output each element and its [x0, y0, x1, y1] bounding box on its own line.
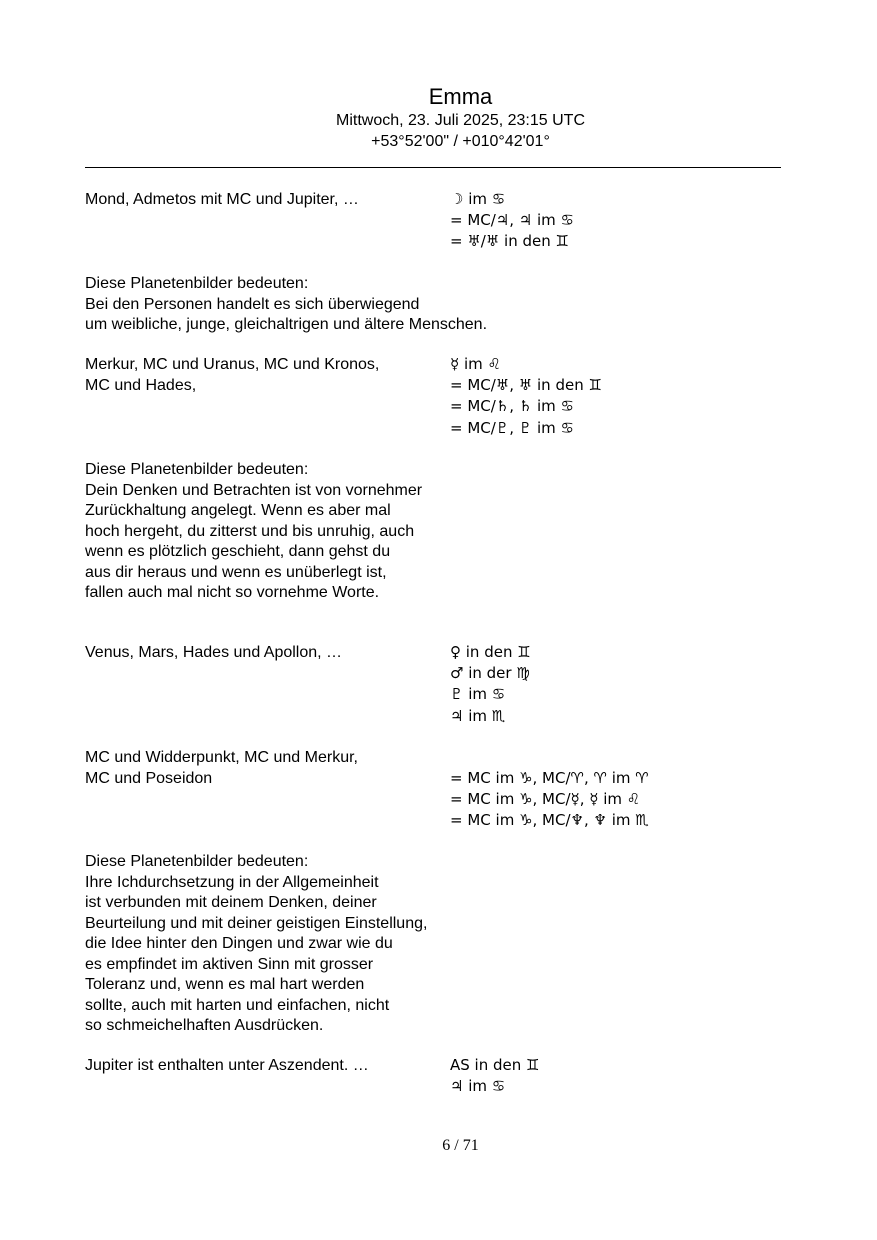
- page-number: 6 / 71: [442, 1137, 479, 1154]
- section-4-text: Diese Planetenbilder bedeuten: Dein Denken und Betrachten ist von vornehmer Zurückhaltung angelegt. Wenn es aber mal hoch hergeht, du zitterst und bis unruhig, auch wenn es plötzlich geschieht, dann gehst du aus dir heraus und wenn es unüberlegt ist, fallen auch mal nicht so vornehme Worte.: [85, 461, 423, 601]
- section-8-text: Jupiter ist enthalten unter Aszendent. …: [85, 1057, 369, 1074]
- symbol-line: = MC im ♑, MC/☿, ☿ im ♌: [450, 790, 641, 809]
- symbol-line: = MC/♄, ♄ im ♋: [450, 397, 574, 416]
- section-6-text: MC und Widderpunkt, MC und Merkur, MC und Poseidon: [85, 749, 358, 787]
- section-5-text: Venus, Mars, Hades und Apollon, …: [85, 644, 343, 661]
- symbol-line: ♇ im ♋: [450, 685, 506, 704]
- symbol-line: = MC/♇, ♇ im ♋: [450, 418, 574, 437]
- section-3-text: Merkur, MC und Uranus, MC und Kronos, MC und Hades,: [85, 356, 380, 394]
- section-5-symbols: [450, 642, 531, 727]
- section-8-symbols: [450, 1055, 539, 1097]
- chart-coordinates: +53°52'00" / +010°42'01°: [371, 133, 550, 150]
- section-2-text: Diese Planetenbilder bedeuten: Bei den Personen handelt es sich überwiegend um weibliche, junge, gleichaltrigen und ältere Menschen.: [85, 275, 488, 333]
- symbol-line: = MC/♅, ♅ in den ♊: [450, 376, 602, 395]
- symbol-line: ☿ im ♌: [450, 355, 501, 373]
- section-3-symbols: [450, 354, 602, 439]
- symbol-line: AS in den ♊: [450, 1056, 540, 1074]
- section-6-symbols: [450, 768, 649, 832]
- chart-date: Mittwoch, 23. Juli 2025, 23:15 UTC: [335, 112, 585, 129]
- symbol-line: ♃ im ♋: [450, 1077, 506, 1096]
- symbol-line: = ♅/♅ in den ♊: [450, 232, 569, 251]
- symbol-line: ♀ in den ♊: [450, 643, 531, 661]
- section-1-text: Mond, Admetos mit MC und Jupiter, …: [85, 191, 359, 208]
- symbol-line: = MC im ♑, MC/♈, ♈ im ♈: [450, 769, 649, 787]
- symbol-line: = MC im ♑, MC/♆, ♆ im ♏: [450, 811, 649, 830]
- header-divider: [85, 167, 781, 168]
- section-1-symbols: [450, 189, 574, 253]
- symbol-line: = MC/♃, ♃ im ♋: [450, 211, 574, 230]
- page-title: Emma: [428, 84, 493, 109]
- section-7-text: Diese Planetenbilder bedeuten: Ihre Ichdurchsetzung in der Allgemeinheit ist verbunden mit deinem Denken, deiner Beurteilung und mit deiner geistigen Einstellung, die Idee hinter den Dingen und zwar wie du es empfindet im aktiven Sinn mit grosser Toleranz und, wenn es mal hart werden sollte, auch mit harten und einfachen, nicht so schmeichelhaften Ausdrücken.: [85, 853, 428, 1034]
- symbol-line: ♃ im ♏: [450, 706, 506, 725]
- symbol-line: ☽ im ♋: [450, 190, 506, 208]
- symbol-line: ♂ in der ♍: [450, 664, 530, 683]
